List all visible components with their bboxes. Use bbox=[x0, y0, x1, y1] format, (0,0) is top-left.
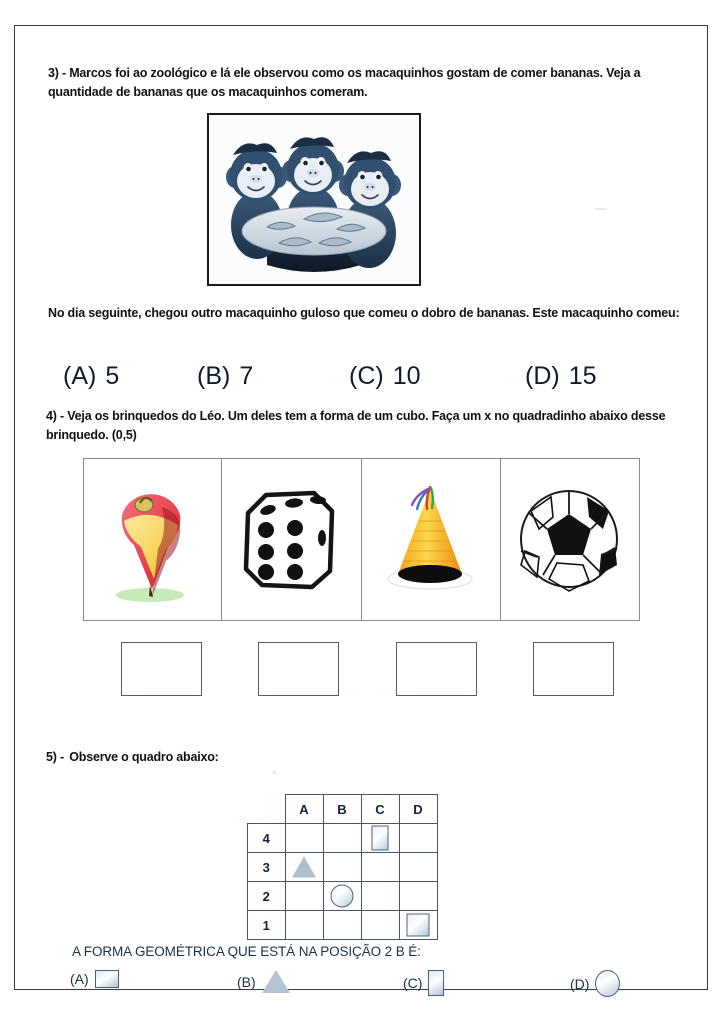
question-5-statement bbox=[46, 748, 219, 767]
question-5-text: Observe o quadro abaixo: bbox=[69, 750, 219, 764]
grid-cell-b2[interactable] bbox=[323, 882, 361, 911]
grid-row-2 bbox=[248, 882, 438, 911]
question-3-options bbox=[55, 362, 685, 396]
q3-option-d-value: 15 bbox=[568, 362, 597, 390]
question-5-prompt: A FORMA GEOMÉTRICA QUE ESTÁ NA POSIÇÃO 2 B É: bbox=[72, 944, 421, 959]
grid-cell-a4[interactable] bbox=[285, 824, 323, 853]
grid-cell-a2[interactable] bbox=[285, 882, 323, 911]
grid-cell-d1[interactable] bbox=[399, 911, 437, 940]
grid-cell-c4[interactable] bbox=[361, 824, 399, 853]
scan-artifact bbox=[595, 208, 607, 210]
q5-option-b[interactable] bbox=[237, 970, 290, 993]
soccer-ball-icon bbox=[501, 459, 638, 620]
square-shape-icon bbox=[407, 914, 430, 937]
q5-option-d-label: (D) bbox=[570, 975, 590, 992]
checkbox-toy-4[interactable] bbox=[533, 642, 614, 696]
question-4-checkbox-row bbox=[83, 642, 640, 698]
rectangle-shape-icon bbox=[372, 826, 389, 851]
checkbox-toy-1[interactable] bbox=[121, 642, 202, 696]
q3-option-a-label: (A) bbox=[63, 362, 97, 390]
toy-cell-soccer-ball bbox=[501, 458, 640, 621]
q3-option-b-label: (B) bbox=[197, 362, 231, 390]
grid-cell-d2[interactable] bbox=[399, 882, 437, 911]
grid-row-label-4: 4 bbox=[248, 824, 286, 853]
grid-cell-a1[interactable] bbox=[285, 911, 323, 940]
grid-cell-a3[interactable] bbox=[285, 853, 323, 882]
toy-cell-party-hat-cone bbox=[362, 458, 501, 621]
q5-option-b-label: (B) bbox=[237, 973, 256, 990]
grid-corner-cell bbox=[248, 795, 286, 824]
grid-cell-b1[interactable] bbox=[323, 911, 361, 940]
triangle-shape-icon bbox=[292, 857, 316, 878]
toy-cell-dice-cube bbox=[222, 458, 361, 621]
grid-cell-b4[interactable] bbox=[323, 824, 361, 853]
toys-row bbox=[83, 458, 640, 621]
question-4-statement: 4) - Veja os brinquedos do Léo. Um deles tem a forma de um cubo. Faça um x no quadradinho abaixo desse brinquedo. (0,5) bbox=[46, 409, 666, 442]
q3-option-d[interactable] bbox=[525, 362, 597, 391]
q5-option-c[interactable] bbox=[403, 970, 444, 996]
q5-option-c-label: (C) bbox=[403, 975, 423, 991]
grid-row-1 bbox=[248, 911, 438, 940]
toy-cell-spinning-top bbox=[83, 458, 222, 621]
grid-row-4 bbox=[248, 824, 438, 853]
q3-option-b[interactable] bbox=[197, 362, 253, 391]
question-5-number: 5) - bbox=[46, 750, 64, 764]
q5-option-a-label: (A) bbox=[70, 971, 89, 987]
q5-option-a[interactable] bbox=[70, 970, 119, 988]
grid-row-3 bbox=[248, 853, 438, 882]
grid-col-header-d: D bbox=[399, 795, 437, 824]
q3-option-c-value: 10 bbox=[392, 362, 421, 390]
grid-row-label-2: 2 bbox=[248, 882, 286, 911]
circle-shape-icon bbox=[595, 970, 620, 997]
checkbox-toy-3[interactable] bbox=[396, 642, 477, 696]
q3-option-c[interactable] bbox=[349, 362, 421, 391]
q3-option-c-label: (C) bbox=[349, 362, 384, 390]
q3-option-b-value: 7 bbox=[239, 362, 254, 390]
square-shape-icon bbox=[95, 970, 119, 988]
scan-artifact bbox=[273, 771, 276, 774]
grid-cell-d3[interactable] bbox=[399, 853, 437, 882]
grid-cell-b3[interactable] bbox=[323, 853, 361, 882]
grid-row-label-3: 3 bbox=[248, 853, 286, 882]
question-5-options bbox=[55, 970, 695, 1004]
grid-row-label-1: 1 bbox=[248, 911, 286, 940]
rectangle-shape-icon bbox=[428, 970, 444, 996]
monkeys-illustration bbox=[207, 113, 421, 286]
shape-grid-wrapper bbox=[247, 794, 438, 940]
grid-col-header-b: B bbox=[323, 795, 361, 824]
grid-cell-d4[interactable] bbox=[399, 824, 437, 853]
grid-cell-c3[interactable] bbox=[361, 853, 399, 882]
q3-option-a-value: 5 bbox=[105, 362, 120, 390]
dice-cube-icon bbox=[222, 459, 359, 620]
grid-col-header-a: A bbox=[285, 795, 323, 824]
q3-option-a[interactable] bbox=[63, 362, 119, 391]
spinning-top-icon bbox=[84, 459, 221, 620]
triangle-shape-icon bbox=[262, 970, 290, 993]
grid-col-header-c: C bbox=[361, 795, 399, 824]
shape-grid bbox=[247, 794, 438, 940]
monkeys-svg bbox=[209, 115, 419, 284]
q3-option-d-label: (D) bbox=[525, 362, 560, 390]
grid-cell-c2[interactable] bbox=[361, 882, 399, 911]
grid-cell-c1[interactable] bbox=[361, 911, 399, 940]
question-3-followup: No dia seguinte, chegou outro macaquinho guloso que comeu o dobro de bananas. Este macaquinho comeu: bbox=[48, 306, 680, 320]
q5-option-d[interactable] bbox=[570, 970, 620, 997]
party-hat-cone-icon bbox=[362, 459, 499, 620]
circle-shape-icon bbox=[331, 885, 354, 908]
grid-header-row bbox=[248, 795, 438, 824]
checkbox-toy-2[interactable] bbox=[258, 642, 339, 696]
worksheet-page bbox=[14, 25, 708, 990]
question-3-statement: 3) - Marcos foi ao zoológico e lá ele observou como os macaquinhos gostam de comer bananas. Veja a quantidade de bananas que os macaquinhos comeram. bbox=[48, 66, 641, 99]
